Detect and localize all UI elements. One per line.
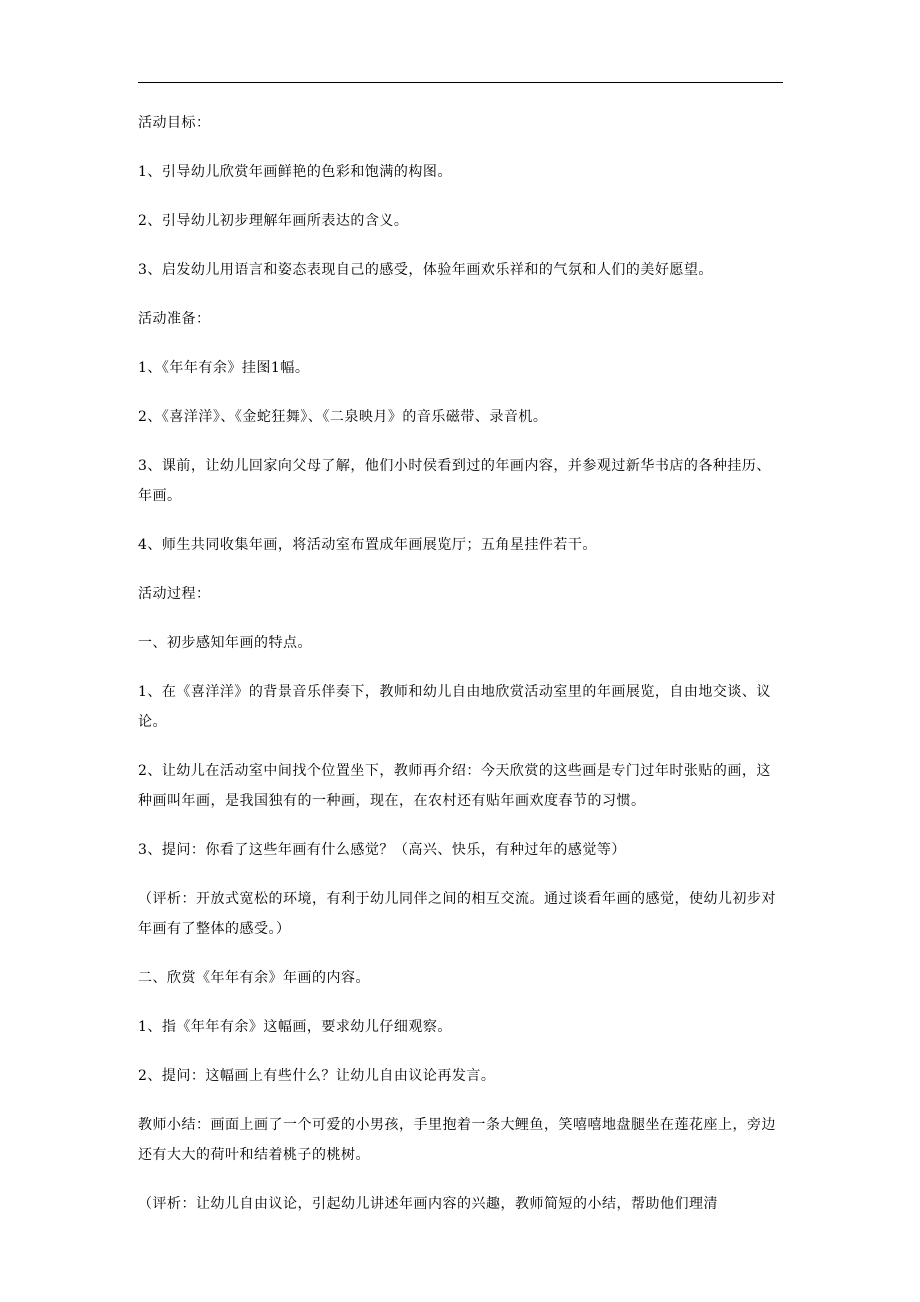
paragraph: 3、启发幼儿用语言和姿态表现自己的感受，体验年画欢乐祥和的气氛和人们的美好愿望。 bbox=[138, 262, 713, 278]
document-body bbox=[138, 108, 783, 1219]
paragraph: 2、让幼儿在活动室中间找个位置坐下，教师再介绍：今天欣赏的这些画是专门过年时张贴的画，这种画叫年画，是我国独有的一种画，现在，在农村还有贴年画欢度春节的习惯。 bbox=[138, 763, 771, 809]
paragraph: 3、课前，让幼儿回家向父母了解，他们小时侯看到过的年画内容，并参观过新华书店的各种挂历、年画。 bbox=[138, 458, 771, 504]
section-heading-preparation: 活动准备： bbox=[138, 311, 211, 327]
paragraph: 1、《年年有余》挂图1幅。 bbox=[138, 360, 310, 376]
paragraph: 2、《喜洋洋》、《金蛇狂舞》、《二泉映月》的音乐磁带、录音机。 bbox=[138, 409, 548, 425]
paragraph: 1、引导幼儿欣赏年画鲜艳的色彩和饱满的构图。 bbox=[138, 164, 452, 180]
summary-paragraph: 教师小结：画面上画了一个可爱的小男孩，手里抱着一条大鲤鱼，笑嘻嘻地盘腿坐在莲花座上，旁边还有大大的荷叶和结着桃子的桃树。 bbox=[138, 1117, 776, 1163]
paragraph: 二、欣赏《年年有余》年画的内容。 bbox=[138, 970, 370, 986]
commentary-paragraph: （评析：开放式宽松的环境，有利于幼儿同伴之间的相互交流。通过谈看年画的感觉，使幼儿初步对年画有了整体的感受。） bbox=[138, 891, 776, 937]
header-rule bbox=[138, 82, 783, 83]
paragraph: 一、初步感知年画的特点。 bbox=[138, 635, 312, 651]
section-heading-goals: 活动目标： bbox=[138, 115, 211, 131]
paragraph: 2、提问：这幅画上有些什么？让幼儿自由议论再发言。 bbox=[138, 1068, 496, 1084]
section-heading-process: 活动过程： bbox=[138, 586, 211, 602]
paragraph: 3、提问：你看了这些年画有什么感觉？（高兴、快乐，有种过年的感觉等） bbox=[138, 842, 626, 858]
paragraph: 2、引导幼儿初步理解年画所表达的含义。 bbox=[138, 213, 409, 229]
paragraph: 1、在《喜洋洋》的背景音乐伴奏下，教师和幼儿自由地欣赏活动室里的年画展览，自由地交谈、议论。 bbox=[138, 684, 771, 730]
commentary-paragraph: （评析：让幼儿自由议论，引起幼儿讲述年画内容的兴趣，教师简短的小结，帮助他们理清 bbox=[138, 1196, 718, 1212]
paragraph: 1、指《年年有余》这幅画，要求幼儿仔细观察。 bbox=[138, 1019, 452, 1035]
paragraph: 4、师生共同收集年画，将活动室布置成年画展览厅；五角星挂件若干。 bbox=[138, 537, 597, 553]
